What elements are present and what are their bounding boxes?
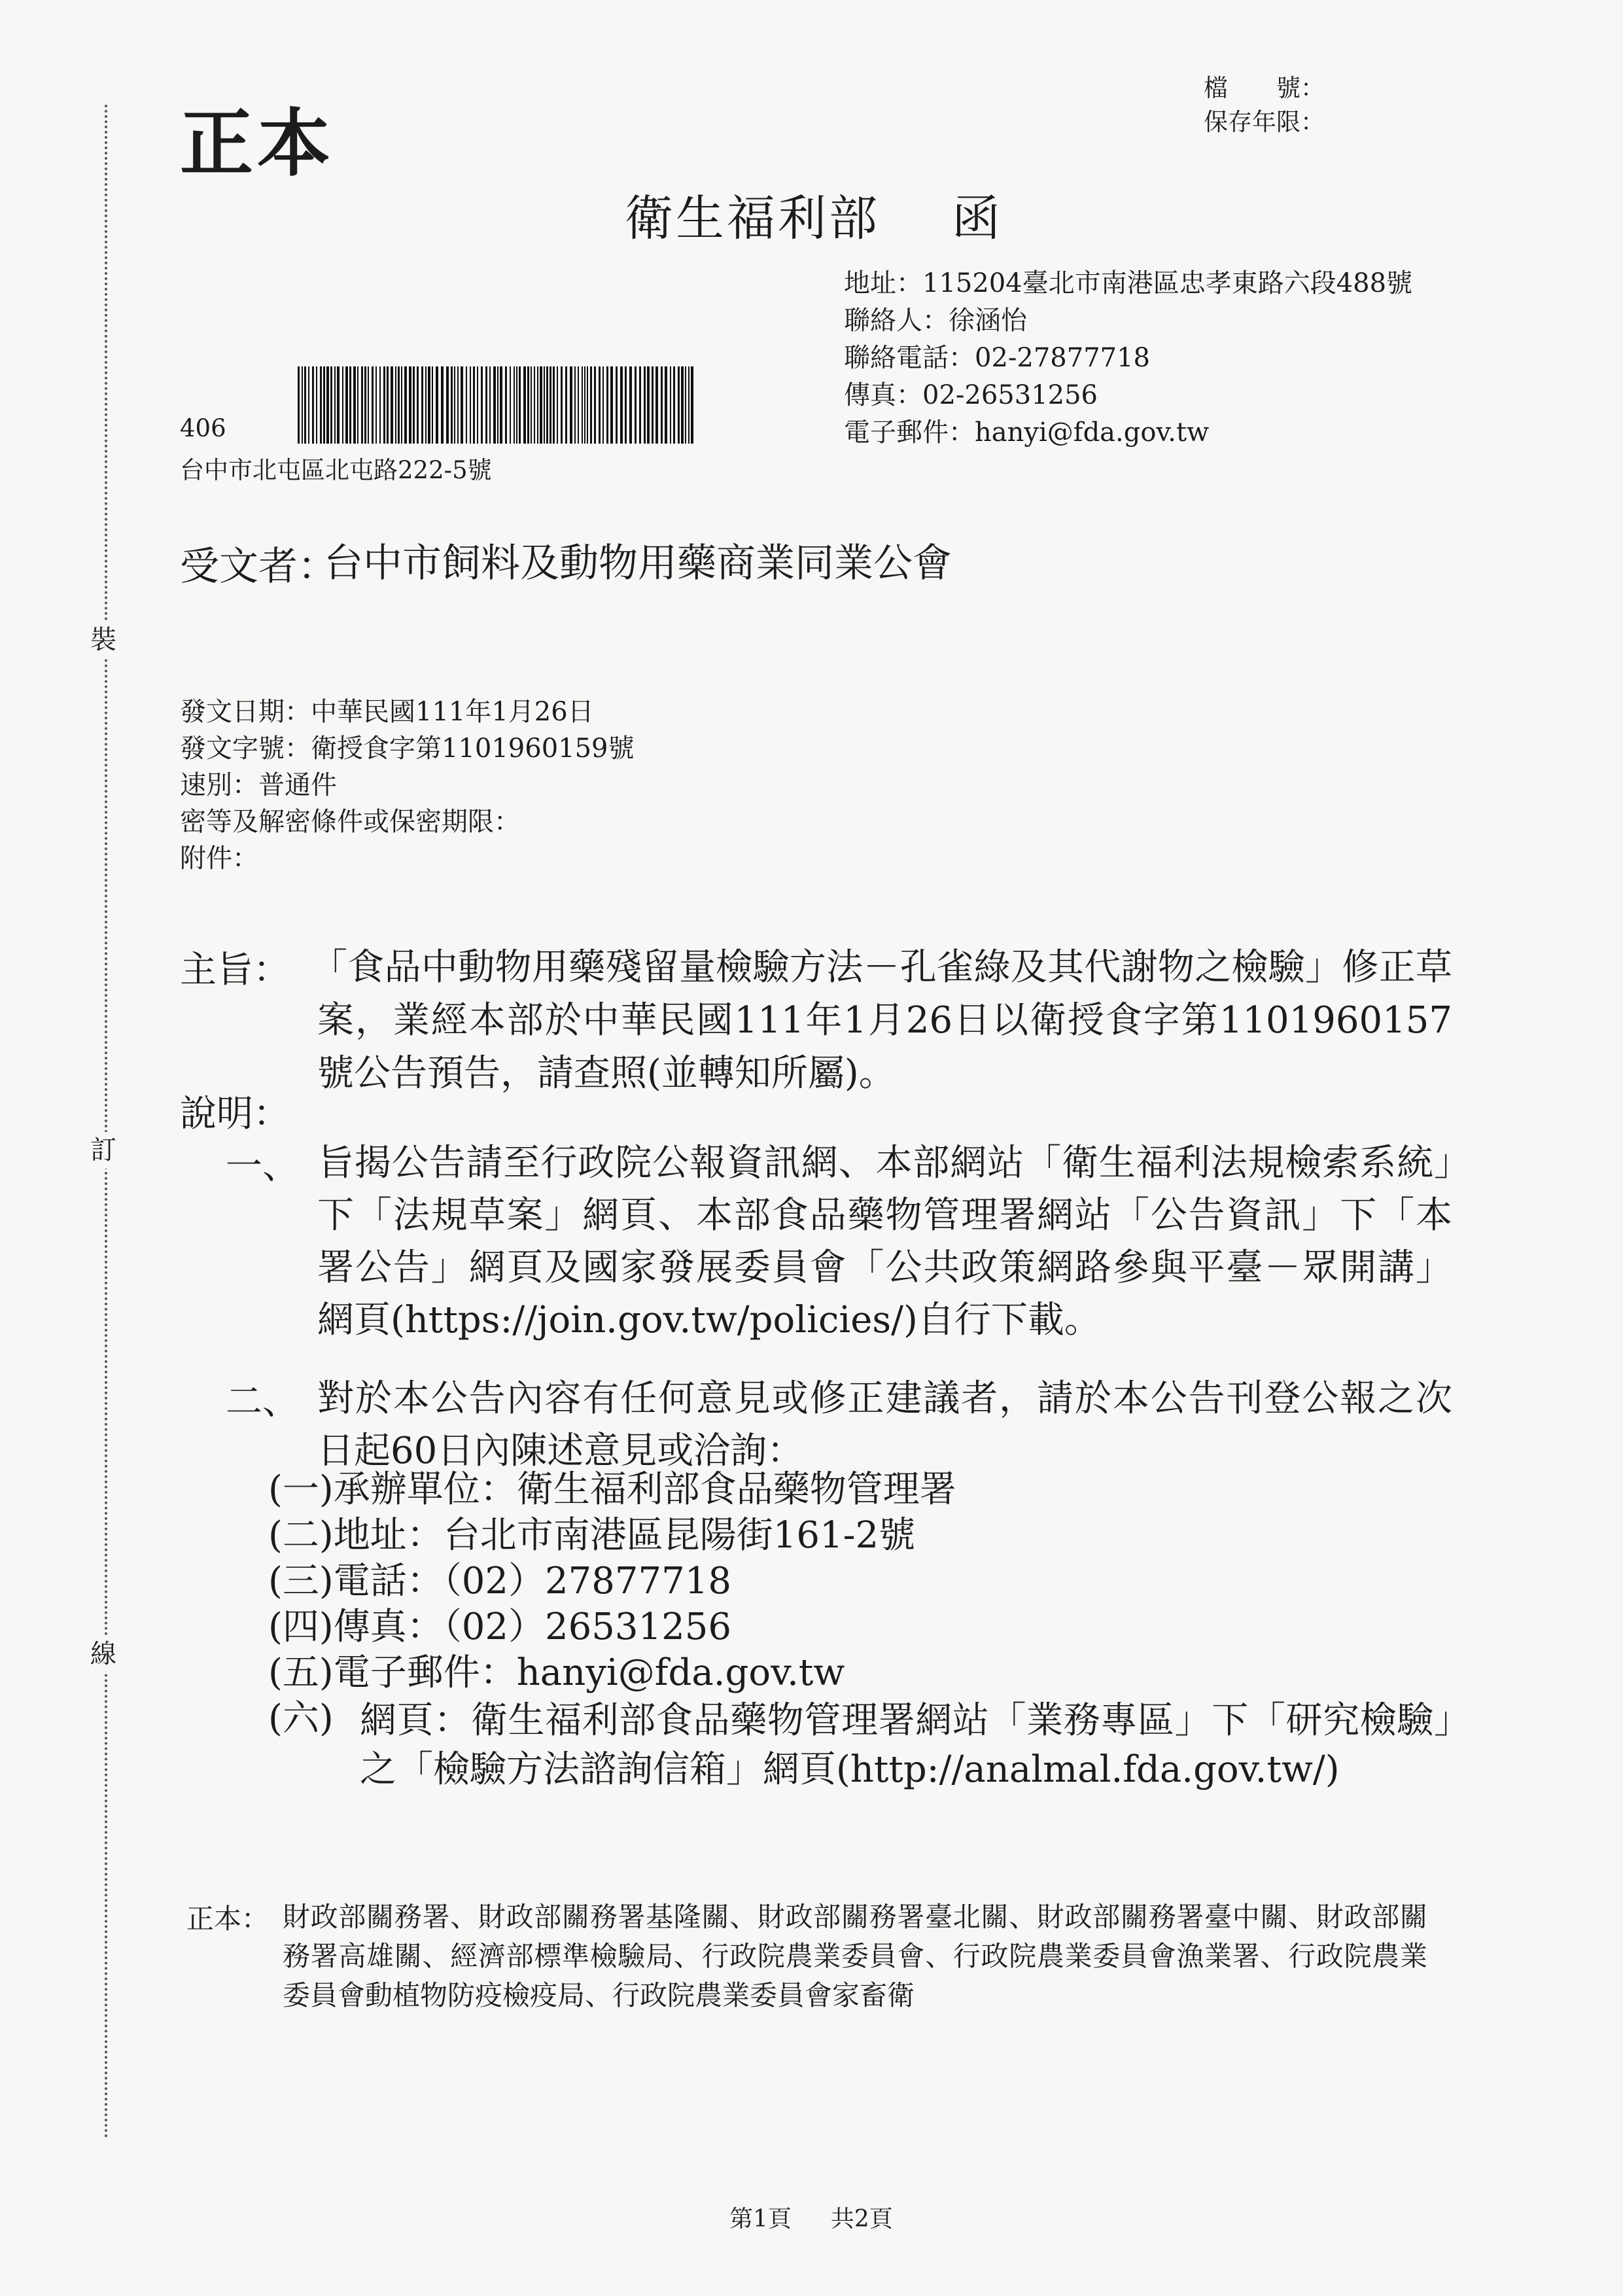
barcode-bar (395, 366, 396, 444)
barcode-bar (661, 366, 663, 444)
retention-label: 保存年限： (1204, 108, 1325, 136)
document-type: 函 (952, 190, 1003, 247)
barcode-bar (485, 366, 487, 444)
barcode-bar (372, 366, 374, 444)
barcode-bar (584, 366, 585, 444)
barcode-bar (312, 366, 314, 444)
contact-email: 電子郵件：hanyi@fda.gov.tw (844, 417, 1210, 448)
barcode-bar (457, 366, 459, 444)
barcode-bar (432, 366, 433, 444)
barcode-bar (436, 366, 438, 444)
barcode-bar (523, 366, 526, 444)
barcode-bar (375, 366, 377, 444)
barcode-bar (574, 366, 576, 444)
barcode-bar (685, 366, 686, 444)
barcode-bar (320, 366, 322, 444)
barcode-bar (466, 366, 467, 444)
barcode-bar (398, 366, 400, 444)
barcode-bar (625, 366, 627, 444)
barcode-bar (446, 366, 449, 444)
barcode-bar (500, 366, 502, 444)
barcode-bar (337, 366, 340, 444)
barcode-bar (316, 366, 317, 444)
barcode-bar (505, 366, 507, 444)
barcode-bar (620, 366, 623, 444)
explanation-item-1-text: 旨揭公告請至行政院公報資訊網、本部網站「衛生福利法規檢索系統」下「法規草案」網頁、本部食品藥物管理署網站「公告資訊」下「本署公告」網頁及國家發展委員會「公共政策網路參與平臺－眾開講」網頁(https://join.gov.tw/policies/)自行下載。 (317, 1142, 1452, 1341)
barcode-bar (308, 366, 309, 444)
barcode-bar (647, 366, 650, 444)
barcode-bar (387, 366, 389, 444)
barcode-bar (334, 366, 336, 444)
sub-item-3 (268, 1559, 731, 1604)
original-stamp: 正本 (180, 101, 334, 186)
binding-mark-3: 線 (90, 1636, 116, 1672)
barcode-bar (590, 366, 592, 444)
barcode-bar (364, 366, 366, 444)
copies-label: 正本： (186, 1903, 270, 1935)
contact-phone: 聯絡電話：02-27877718 (844, 343, 1151, 373)
barcode-bar (421, 366, 423, 444)
document-title (625, 180, 1003, 249)
barcode-bar (587, 366, 588, 444)
page-footer (729, 2200, 893, 2234)
barcode-bar (531, 366, 532, 444)
sub-item-4 (268, 1604, 731, 1650)
sub-item-2-number: (二) (268, 1514, 334, 1557)
barcode-bar (477, 366, 478, 444)
document-number: 發文字號：衛授食字第1101960159號 (180, 733, 635, 764)
attachment: 附件： (180, 843, 258, 874)
barcode-bar (516, 366, 517, 444)
barcode-bar (454, 366, 455, 444)
barcode-bar (470, 366, 471, 444)
barcode-bar (540, 366, 542, 444)
barcode-bar (368, 366, 369, 444)
barcode-bar (361, 366, 363, 444)
barcode-bar (391, 366, 393, 444)
barcode-bar (537, 366, 538, 444)
contact-fax: 傳真：02-26531256 (844, 380, 1098, 410)
barcode (298, 366, 697, 444)
barcode-bar (527, 366, 529, 444)
sub-item-2 (268, 1513, 915, 1559)
barcode-bar (519, 366, 521, 444)
barcode-bar (304, 366, 306, 444)
sub-item-6-number: (六) (268, 1697, 334, 1740)
barcode-bar (404, 366, 407, 444)
barcode-bar (349, 366, 351, 444)
barcode-bar (635, 366, 637, 444)
barcode-bar (655, 366, 658, 444)
explanation-item-2-text: 對於本公告內容有任何意見或修正建議者，請於本公告刊登公報之次日起60日內陳述意見或洽詢： (317, 1377, 1452, 1472)
subject-label: 主旨： (180, 949, 290, 991)
barcode-bar (510, 366, 511, 444)
barcode-bar (557, 366, 558, 444)
barcode-bar (451, 366, 453, 444)
barcode-bar (670, 366, 671, 444)
sub-item-1-number: (一) (268, 1468, 334, 1511)
contact-block (844, 265, 1412, 451)
barcode-bar (673, 366, 675, 444)
barcode-bar (357, 366, 358, 444)
barcode-bar (489, 366, 491, 444)
sub-item-5 (268, 1650, 845, 1696)
explanation-label: 說明： (180, 1093, 290, 1135)
barcode-bar (610, 366, 613, 444)
barcode-bar (594, 366, 596, 444)
copies-text: 財政部關務署、財政部關務署基隆關、財政部關務署臺北關、財政部關務署臺中關、財政部關務署高雄關、經濟部標準檢驗局、行政院農業委員會、行政院農業委員會漁業署、行政院農業委員會動植物防疫檢疫局、行政院農業委員會家畜衛 (283, 1901, 1427, 2011)
barcode-bar (644, 366, 646, 444)
barcode-bar (461, 366, 463, 444)
sub-item-1-text: 承辦單位：衛生福利部食品藥物管理署 (333, 1468, 956, 1511)
mailing-zip: 406 (180, 414, 226, 442)
barcode-bar (298, 366, 300, 444)
sub-item-3-text: 電話：（02）27877718 (333, 1560, 731, 1602)
barcode-bar (497, 366, 498, 444)
document-info (180, 694, 635, 877)
barcode-bar (616, 366, 618, 444)
barcode-bar (639, 366, 641, 444)
barcode-bar (544, 366, 545, 444)
barcode-bar (578, 366, 579, 444)
barcode-bar (565, 366, 567, 444)
recipient-name: 台中市飼料及動物用藥商業同業公會 (324, 540, 952, 586)
sub-item-6 (268, 1696, 1452, 1794)
barcode-bar (441, 366, 444, 444)
barcode-bar (493, 366, 496, 444)
sub-item-5-number: (五) (268, 1651, 334, 1694)
barcode-bar (582, 366, 583, 444)
barcode-bar (534, 366, 535, 444)
sub-item-5-text: 電子郵件：hanyi@fda.gov.tw (333, 1651, 845, 1694)
barcode-bar (342, 366, 343, 444)
issue-date: 發文日期：中華民國111年1月26日 (180, 697, 594, 727)
barcode-bar (599, 366, 601, 444)
sub-item-4-text: 傳真：（02）26531256 (333, 1606, 731, 1648)
security-level: 密等及解密條件或保密期限： (180, 807, 520, 837)
barcode-bar (546, 366, 548, 444)
sub-item-1 (268, 1467, 956, 1513)
barcode-bar (678, 366, 680, 444)
page-total: 共2頁 (830, 2206, 893, 2233)
binding-mark-1: 裝 (90, 622, 116, 658)
barcode-bar (425, 366, 427, 444)
barcode-bar (481, 366, 483, 444)
explanation-item-2-number: 二、 (226, 1381, 299, 1423)
page-number: 第1頁 (729, 2206, 792, 2233)
barcode-bar (326, 366, 329, 444)
barcode-bar (629, 366, 632, 444)
subject-text: 「食品中動物用藥殘留量檢驗方法－孔雀綠及其代謝物之檢驗」修正草案，業經本部於中華民國111年1月26日以衛授食字第1101960157號公告預告，請查照(並轉知所屬)。 (311, 946, 1452, 1095)
contact-address: 地址：115204臺北市南港區忠孝東路六段488號 (844, 268, 1413, 298)
barcode-bar (561, 366, 563, 444)
explanation-item-1-number: 一、 (226, 1145, 299, 1188)
barcode-bar (330, 366, 332, 444)
file-number-label: 檔 號： (1204, 74, 1325, 102)
binding-line (105, 105, 107, 2140)
delivery-speed: 速別：普通件 (180, 770, 337, 800)
barcode-bar (691, 366, 693, 444)
barcode-bar (428, 366, 430, 444)
sub-item-3-number: (三) (268, 1560, 334, 1602)
contact-person: 聯絡人：徐涵怡 (844, 306, 1027, 336)
binding-mark-2: 訂 (90, 1132, 116, 1169)
barcode-bar (550, 366, 551, 444)
barcode-bar (514, 366, 515, 444)
barcode-bar (345, 366, 348, 444)
barcode-bar (602, 366, 604, 444)
mailing-address: 台中市北屯區北屯路222-5號 (180, 456, 492, 484)
barcode-bar (379, 366, 381, 444)
barcode-bar (302, 366, 303, 444)
sub-item-2-text: 地址：台北市南港區昆陽街161-2號 (333, 1514, 916, 1557)
barcode-bar (665, 366, 667, 444)
barcode-bar (606, 366, 608, 444)
barcode-bar (323, 366, 325, 444)
agency-name: 衛生福利部 (625, 190, 880, 247)
barcode-bar (688, 366, 689, 444)
barcode-bar (409, 366, 411, 444)
barcode-bar (401, 366, 402, 444)
recipient-label: 受文者： (180, 544, 337, 590)
sub-item-4-number: (四) (268, 1606, 334, 1648)
barcode-bar (553, 366, 555, 444)
sub-item-6-text: 網頁：衛生福利部食品藥物管理署網站「業務專區」下「研究檢驗」之「檢驗方法諮詢信箱」網頁(http://analmal.fda.gov.tw/) (360, 1699, 1452, 1791)
barcode-bar (413, 366, 415, 444)
barcode-bar (383, 366, 385, 444)
barcode-bar (353, 366, 356, 444)
barcode-bar (473, 366, 475, 444)
barcode-bar (417, 366, 419, 444)
barcode-bar (652, 366, 654, 444)
barcode-bar (570, 366, 572, 444)
barcode-bar (681, 366, 684, 444)
